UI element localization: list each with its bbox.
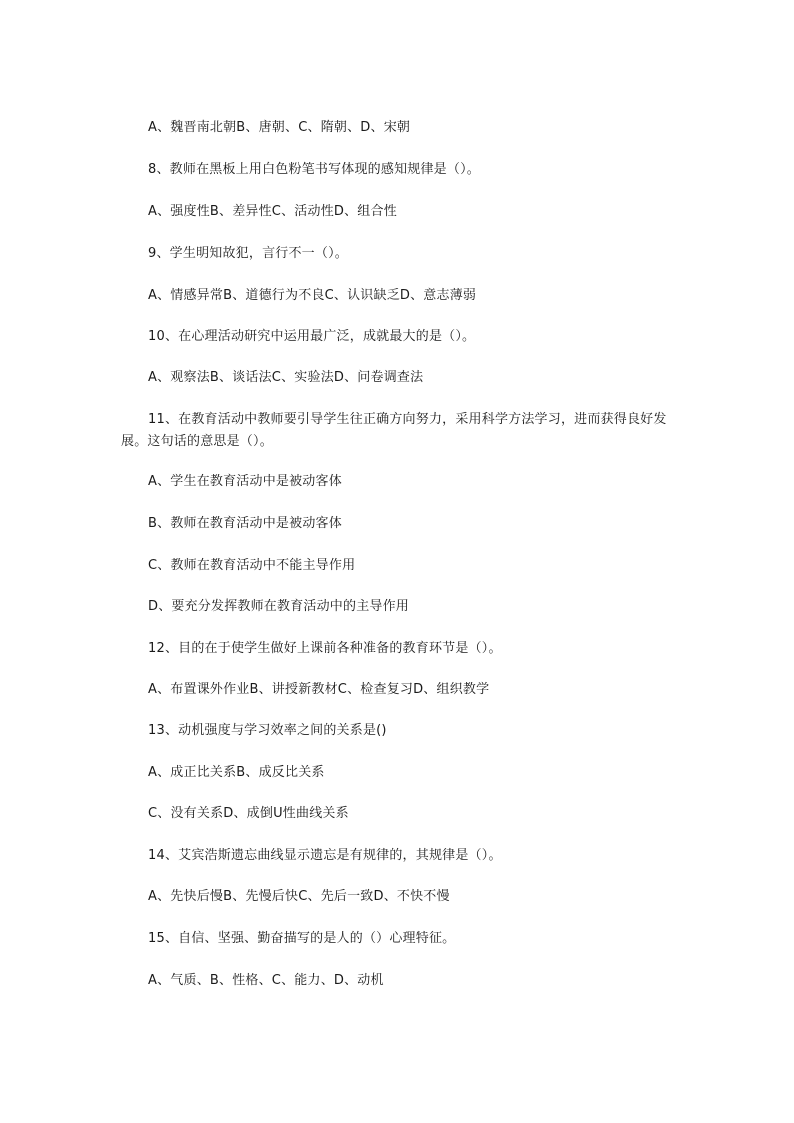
question-9: 9、学生明知故犯，言行不一（）。 <box>148 246 348 261</box>
option-line-q13-cd: C、没有关系D、成倒U性曲线关系 <box>148 806 349 821</box>
option-line-q12: A、布置课外作业B、讲授新教材C、检查复习D、组织教学 <box>148 682 490 697</box>
option-line-q13-ab: A、成正比关系B、成反比关系 <box>148 765 325 780</box>
option-q11-b: B、教师在教育活动中是被动客体 <box>148 516 342 531</box>
question-10: 10、在心理活动研究中运用最广泛，成就最大的是（）。 <box>148 329 476 344</box>
question-12: 12、目的在于使学生做好上课前各种准备的教育环节是（）。 <box>148 641 502 656</box>
option-q11-a: A、学生在教育活动中是被动客体 <box>148 474 342 489</box>
option-line-q9: A、情感异常B、道德行为不良C、认识缺乏D、意志薄弱 <box>148 288 477 303</box>
option-q11-c: C、教师在教育活动中不能主导作用 <box>148 558 356 573</box>
option-line-q14: A、先快后慢B、先慢后快C、先后一致D、不快不慢 <box>148 889 450 904</box>
option-q11-d: D、要充分发挥教师在教育活动中的主导作用 <box>148 599 410 614</box>
question-8: 8、教师在黑板上用白色粉笔书写体现的感知规律是（）。 <box>148 162 480 177</box>
question-14: 14、艾宾浩斯遗忘曲线显示遗忘是有规律的，其规律是（）。 <box>148 848 502 863</box>
question-11: 11、在教育活动中教师要引导学生往正确方向努力，采用科学方法学习，进而获得良好发展。这句话的意思是（）。 <box>121 412 667 449</box>
option-line-q15: A、气质、B、性格、C、能力、D、动机 <box>148 973 384 988</box>
question-15: 15、自信、坚强、勤奋描写的是人的（）心理特征。 <box>148 931 456 946</box>
option-line-q10: A、观察法B、谈话法C、实验法D、问卷调查法 <box>148 370 424 385</box>
option-line-q7: A、魏晋南北朝B、唐朝、C、隋朝、D、宋朝 <box>148 120 411 135</box>
option-line-q8: A、强度性B、差异性C、活动性D、组合性 <box>148 204 397 219</box>
question-13: 13、动机强度与学习效率之间的关系是() <box>148 723 387 738</box>
